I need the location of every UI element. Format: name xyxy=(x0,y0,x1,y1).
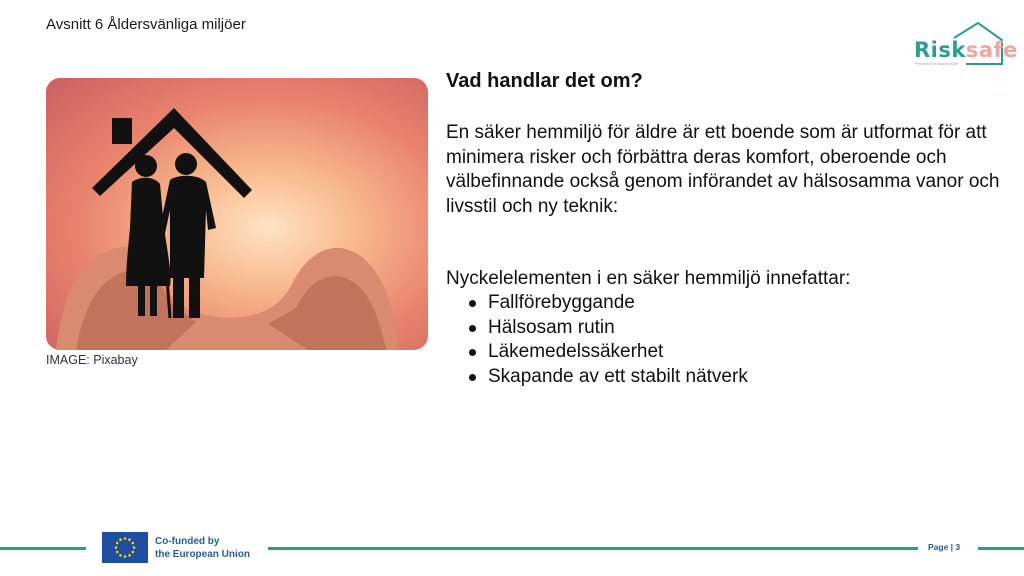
list-item: Skapande av ett stabilt nätverk xyxy=(466,365,748,390)
logo-tagline: Prevention för säkrare äldre xyxy=(915,62,959,66)
key-elements-lead: Nyckelelementen i en säker hemmiljö innefattar: xyxy=(446,268,851,289)
footer-divider-left xyxy=(0,547,86,550)
eu-line-1: Co-funded by xyxy=(155,536,220,547)
list-item: Läkemedelssäkerhet xyxy=(466,340,748,365)
page-number: Page | 3 xyxy=(928,542,961,552)
logo-safe: safe xyxy=(965,38,1018,62)
logo-wordmark xyxy=(914,38,1018,62)
eu-cofunded-text xyxy=(155,535,250,561)
list-item: Hälsosam rutin xyxy=(466,316,748,341)
footer-divider-right xyxy=(978,547,1024,550)
logo-risk: Risk xyxy=(914,38,966,62)
key-elements-list xyxy=(466,291,748,389)
risksafe-logo xyxy=(910,20,1018,70)
list-item: Fallförebyggande xyxy=(466,291,748,316)
eu-flag-icon xyxy=(102,532,148,563)
hero-image xyxy=(46,78,428,350)
footer-divider-middle xyxy=(268,547,918,550)
image-caption: IMAGE: Pixabay xyxy=(46,353,138,367)
section-title: Avsnitt 6 Åldersvänliga miljöer xyxy=(46,16,246,33)
content-heading: Vad handlar det om? xyxy=(446,70,643,92)
intro-paragraph: En säker hemmiljö för äldre är ett boende som är utformat för att minimera risker och förbättra deras komfort, oberoende och välbefinnande också genom införandet av hälsosamma vanor och livsstil och ny teknik: xyxy=(446,122,1000,217)
elderly-couple-house-illustration xyxy=(46,78,428,350)
eu-line-2: the European Union xyxy=(155,549,250,560)
